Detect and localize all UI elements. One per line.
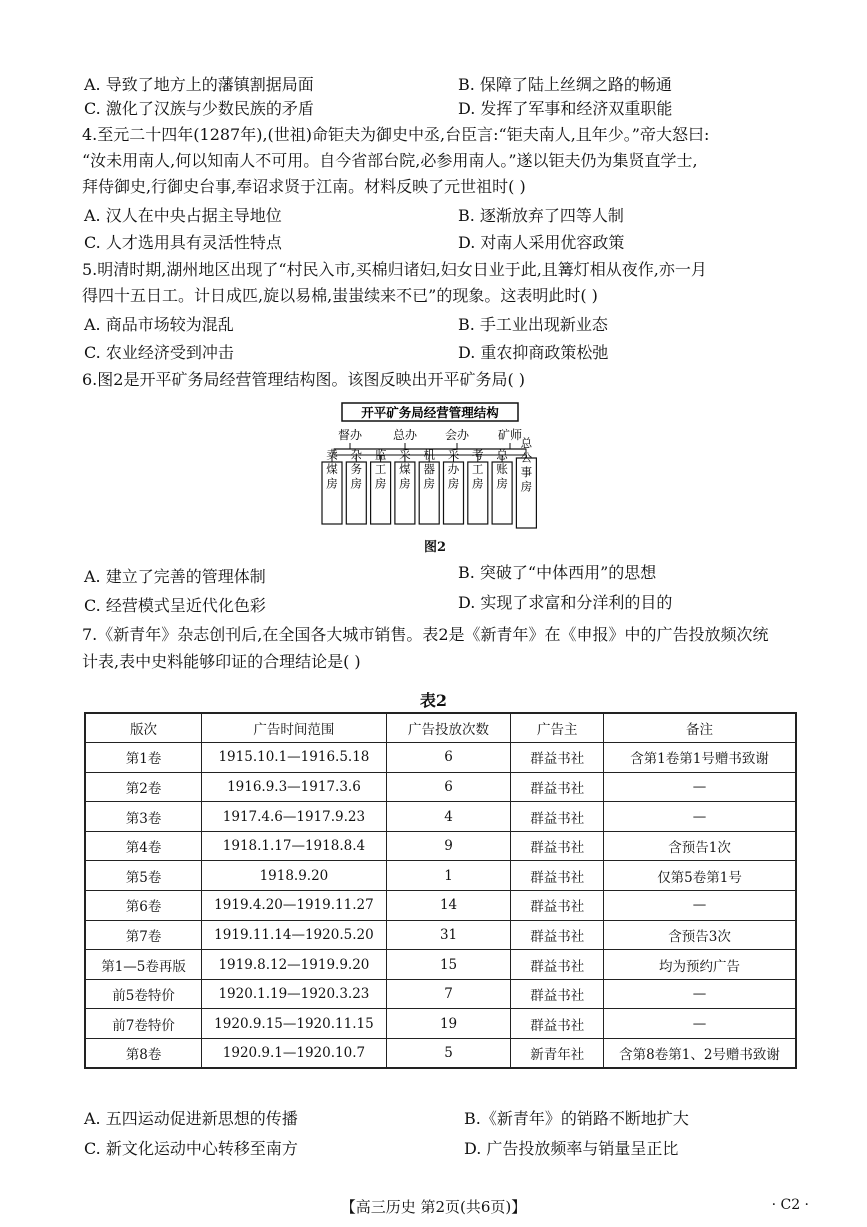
cell-time-range: 1919.8.12—1919.9.20 — [202, 950, 387, 980]
cell-advertiser: 群益书社 — [511, 950, 604, 980]
cell-time-range: 1919.11.14—1920.5.20 — [202, 920, 387, 950]
q4-option-a[interactable]: A. 汉人在中央占据主导地位 — [84, 206, 282, 225]
table-row — [85, 861, 796, 891]
cell-advertiser: 群益书社 — [511, 861, 604, 891]
cell-notes: — — [604, 891, 796, 921]
cell-edition: 第1—5卷再版 — [85, 950, 202, 980]
cell-ad-count: 14 — [386, 891, 511, 921]
diagram-department-label: 机器房 — [422, 448, 437, 492]
header-edition: 版次 — [85, 713, 202, 743]
cell-edition: 第8卷 — [85, 1039, 202, 1069]
cell-ad-count: 9 — [386, 831, 511, 861]
q7-stem-line2: 计表,表中史料能够印证的合理结论是( ) — [82, 652, 361, 671]
cell-edition: 前7卷特价 — [85, 1009, 202, 1039]
header-ad-count: 广告投放次数 — [386, 713, 511, 743]
ad-frequency-table — [84, 712, 797, 1069]
q3-option-a[interactable]: A. 导致了地方上的藩镇割据局面 — [84, 75, 314, 94]
diagram-head-dubao: 督办 — [337, 428, 363, 442]
cell-notes: — — [604, 772, 796, 802]
cell-time-range: 1918.9.20 — [202, 861, 387, 891]
q3-option-d[interactable]: D. 发挥了军事和经济双重职能 — [458, 99, 673, 118]
cell-edition: 第4卷 — [85, 831, 202, 861]
table-row — [85, 772, 796, 802]
cell-advertiser: 群益书社 — [511, 920, 604, 950]
table-body — [85, 743, 796, 1069]
cell-notes: — — [604, 1009, 796, 1039]
q5-stem-line2: 得四十五日工。计日成匹,旋以易棉,蚩蚩续来不已”的现象。这表明此时( ) — [82, 286, 598, 305]
table-row — [85, 950, 796, 980]
q6-stem: 6.图2是开平矿务局经营管理结构图。该图反映出开平矿务局( ) — [82, 370, 526, 389]
header-notes: 备注 — [604, 713, 796, 743]
diagram-department-label: 总公事房 — [519, 437, 534, 495]
diagram-title: 开平矿务局经营管理结构 — [361, 405, 499, 420]
cell-ad-count: 5 — [386, 1039, 511, 1069]
q4-option-d[interactable]: D. 对南人采用优容政策 — [458, 233, 625, 252]
header-time-range: 广告时间范围 — [202, 713, 387, 743]
cell-advertiser: 群益书社 — [511, 831, 604, 861]
cell-notes: 含预告3次 — [604, 920, 796, 950]
table-row — [85, 920, 796, 950]
q4-option-c[interactable]: C. 人才选用具有灵活性特点 — [84, 233, 282, 252]
cell-notes: 含预告1次 — [604, 831, 796, 861]
cell-notes: 含第1卷第1号赠书致谢 — [604, 743, 796, 773]
cell-edition: 前5卷特价 — [85, 979, 202, 1009]
cell-edition: 第2卷 — [85, 772, 202, 802]
q4-stem-line3: 拜侍御史,行御史台事,奉诏求贤于江南。材料反映了元世祖时( ) — [82, 177, 526, 196]
cell-time-range: 1917.4.6—1917.9.23 — [202, 802, 387, 832]
cell-notes: 含第8卷第1、2号赠书致谢 — [604, 1039, 796, 1069]
q7-stem-line1: 7.《新青年》杂志创刊后,在全国各大城市销售。表2是《新青年》在《申报》中的广告投放频次统 — [82, 625, 769, 644]
diagram-department-label: 采煤房 — [397, 448, 412, 492]
table-row — [85, 1039, 796, 1069]
diagram-department-label: 考工房 — [470, 448, 485, 492]
q7-option-c[interactable]: C. 新文化运动中心转移至南方 — [84, 1139, 298, 1158]
q6-option-b[interactable]: B. 突破了“中体西用”的思想 — [458, 563, 657, 582]
q3-option-b[interactable]: B. 保障了陆上丝绸之路的畅通 — [458, 75, 672, 94]
diagram-department-label: 卖煤房 — [325, 448, 339, 492]
cell-advertiser: 群益书社 — [511, 1009, 604, 1039]
diagram-head-huiban: 会办 — [444, 428, 470, 442]
cell-ad-count: 31 — [386, 920, 511, 950]
cell-edition: 第3卷 — [85, 802, 202, 832]
cell-time-range: 1915.10.1—1916.5.18 — [202, 743, 387, 773]
q3-option-c[interactable]: C. 激化了汉族与少数民族的矛盾 — [84, 99, 314, 118]
q4-option-b[interactable]: B. 逐渐放弃了四等人制 — [458, 206, 624, 225]
table-row — [85, 979, 796, 1009]
table-title: 表2 — [419, 691, 448, 710]
table-row — [85, 743, 796, 773]
cell-time-range: 1918.1.17—1918.8.4 — [202, 831, 387, 861]
cell-time-range: 1920.9.1—1920.10.7 — [202, 1039, 387, 1069]
cell-edition: 第6卷 — [85, 891, 202, 921]
cell-edition: 第5卷 — [85, 861, 202, 891]
cell-advertiser: 群益书社 — [511, 891, 604, 921]
cell-advertiser: 新青年社 — [511, 1039, 604, 1069]
diagram-head-kuangshi: 矿师 — [497, 428, 523, 442]
cell-ad-count: 6 — [386, 743, 511, 773]
cell-time-range: 1920.9.15—1920.11.15 — [202, 1009, 387, 1039]
q5-stem-line1: 5.明清时期,湖州地区出现了“村民入市,买棉归诸妇,妇女日业于此,且篝灯相从夜作,亦一月 — [82, 260, 707, 279]
page-code: · C2 · — [771, 1197, 809, 1213]
cell-notes: — — [604, 979, 796, 1009]
q5-option-c[interactable]: C. 农业经济受到冲击 — [84, 343, 234, 362]
org-structure-diagram — [300, 402, 560, 542]
cell-ad-count: 19 — [386, 1009, 511, 1039]
q5-option-a[interactable]: A. 商品市场较为混乱 — [84, 315, 234, 334]
cell-edition: 第1卷 — [85, 743, 202, 773]
org-structure-svg — [300, 402, 560, 542]
header-advertiser: 广告主 — [511, 713, 604, 743]
q6-option-d[interactable]: D. 实现了求富和分洋利的目的 — [458, 593, 673, 612]
cell-notes: 仅第5卷第1号 — [604, 861, 796, 891]
q5-option-d[interactable]: D. 重农抑商政策松弛 — [458, 343, 609, 362]
cell-ad-count: 7 — [386, 979, 511, 1009]
cell-notes: 均为预约广告 — [604, 950, 796, 980]
page-footer: 【高三历史 第2页(共6页)】 — [340, 1198, 527, 1216]
diagram-department-label: 监工房 — [373, 448, 388, 492]
q5-option-b[interactable]: B. 手工业出现新业态 — [458, 315, 608, 334]
q6-option-a[interactable]: A. 建立了完善的管理体制 — [84, 567, 266, 586]
q7-option-d[interactable]: D. 广告投放频率与销量呈正比 — [464, 1139, 679, 1158]
diagram-department-label: 采办房 — [446, 448, 461, 492]
q4-stem-line2: “汝未用南人,何以知南人不可用。自今省部台院,必参用南人。”遂以钜夫仍为集贤直学士, — [82, 151, 698, 170]
cell-advertiser: 群益书社 — [511, 979, 604, 1009]
cell-ad-count: 4 — [386, 802, 511, 832]
q7-option-b[interactable]: B.《新青年》的销路不断地扩大 — [464, 1109, 689, 1128]
q4-stem-line1: 4.至元二十四年(1287年),(世祖)命钜夫为御史中丞,台臣言:“钜夫南人,且年少。”帝大怒曰: — [82, 125, 710, 144]
table-row — [85, 1009, 796, 1039]
diagram-head-zongban: 总办 — [392, 428, 418, 442]
table-row — [85, 802, 796, 832]
cell-time-range: 1919.4.20—1919.11.27 — [202, 891, 387, 921]
diagram-department-label: 杂务房 — [349, 448, 364, 492]
cell-advertiser: 群益书社 — [511, 743, 604, 773]
cell-time-range: 1920.1.19—1920.3.23 — [202, 979, 387, 1009]
table-header-row — [85, 713, 796, 743]
q6-option-c[interactable]: C. 经营模式呈近代化色彩 — [84, 596, 266, 615]
cell-edition: 第7卷 — [85, 920, 202, 950]
cell-notes: — — [604, 802, 796, 832]
diagram-department-boxes — [322, 437, 536, 528]
cell-ad-count: 6 — [386, 772, 511, 802]
table-row — [85, 831, 796, 861]
diagram-caption: 图2 — [424, 540, 447, 555]
diagram-department-label: 总账房 — [495, 448, 510, 492]
cell-time-range: 1916.9.3—1917.3.6 — [202, 772, 387, 802]
q7-option-a[interactable]: A. 五四运动促进新思想的传播 — [84, 1109, 298, 1128]
cell-ad-count: 15 — [386, 950, 511, 980]
cell-advertiser: 群益书社 — [511, 772, 604, 802]
cell-advertiser: 群益书社 — [511, 802, 604, 832]
cell-ad-count: 1 — [386, 861, 511, 891]
table-row — [85, 891, 796, 921]
